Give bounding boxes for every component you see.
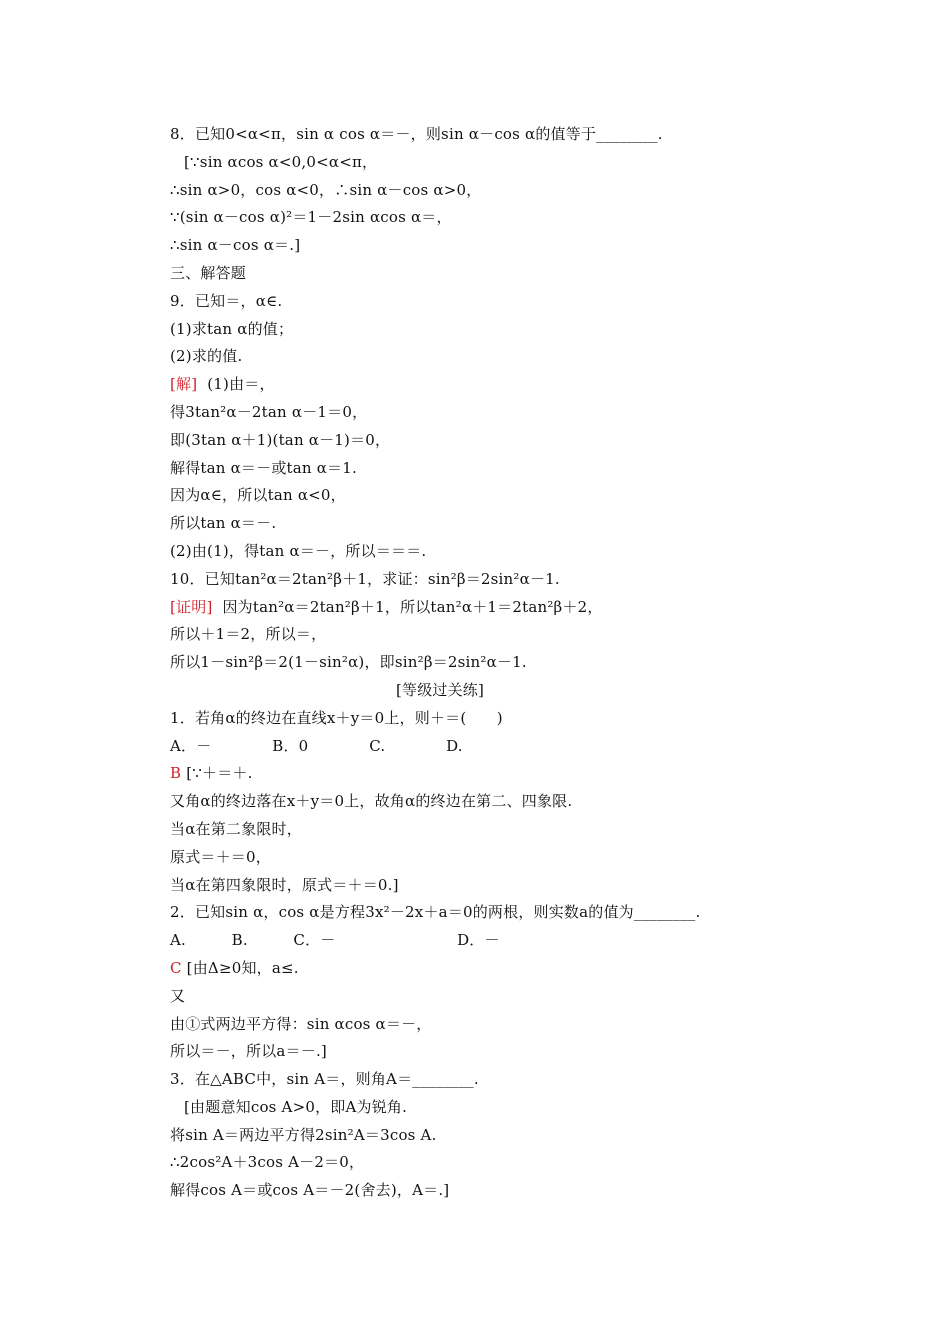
text-line bbox=[170, 594, 790, 622]
text-line bbox=[170, 177, 790, 205]
text-line bbox=[170, 1149, 790, 1177]
line-text: 所以tan α＝－. bbox=[170, 514, 277, 533]
line-text: 得3tan²α－2tan α－1＝0， bbox=[170, 402, 368, 421]
text-line bbox=[170, 538, 790, 566]
line-text: A．－ B．0 C. D. bbox=[170, 736, 463, 755]
text-line bbox=[170, 983, 790, 1011]
line-text: 原式＝＋＝0， bbox=[170, 847, 271, 866]
line-text: [由Δ≥0知，a≤. bbox=[181, 958, 299, 977]
text-line bbox=[170, 1011, 790, 1039]
text-line bbox=[170, 788, 790, 816]
line-text: (1)求tan α的值； bbox=[170, 319, 294, 338]
line-text: 所以＋1＝2，所以＝， bbox=[170, 625, 327, 644]
line-text: 解得cos A＝或cos A＝－2(舍去)，A＝.] bbox=[170, 1181, 450, 1200]
line-text: 解得tan α＝－或tan α＝1. bbox=[170, 458, 357, 477]
line-text: 所以1－sin²β＝2(1－sin²α)，即sin²β＝2sin²α－1. bbox=[170, 653, 527, 672]
text-line bbox=[170, 204, 790, 232]
text-line bbox=[170, 1094, 790, 1122]
text-line bbox=[170, 316, 790, 344]
text-line bbox=[170, 232, 790, 260]
line-text: 因为tan²α＝2tan²β＋1，所以tan²α＋1＝2tan²β＋2， bbox=[212, 597, 603, 616]
line-text: 三、解答题 bbox=[170, 263, 247, 282]
text-line bbox=[170, 149, 790, 177]
line-text: [∵＋＝＋. bbox=[181, 764, 253, 783]
line-text: 所以＝－，所以a＝－.] bbox=[170, 1042, 327, 1061]
text-line bbox=[170, 482, 790, 510]
text-line bbox=[170, 121, 790, 149]
line-text: 即(3tan α＋1)(tan α－1)＝0， bbox=[170, 430, 391, 449]
text-line bbox=[170, 1177, 790, 1205]
text-line bbox=[170, 816, 790, 844]
line-text: 当α在第四象限时，原式＝＋＝0.] bbox=[170, 875, 399, 894]
line-text: 由①式两边平方得：sin αcos α＝－， bbox=[170, 1014, 432, 1033]
text-line bbox=[170, 566, 790, 594]
text-line bbox=[170, 1066, 790, 1094]
text-line bbox=[170, 733, 790, 761]
line-text: 因为α∈，所以tan α<0， bbox=[170, 486, 346, 505]
text-line bbox=[170, 705, 790, 733]
text-line bbox=[170, 927, 790, 955]
text-line bbox=[170, 649, 790, 677]
line-text: [等级过关练] bbox=[395, 680, 485, 699]
text-line bbox=[170, 510, 790, 538]
text-line bbox=[170, 427, 790, 455]
line-text: 2．已知sin α，cos α是方程3x²－2x＋a＝0的两根，则实数a的值为________. bbox=[170, 903, 701, 922]
line-text: 9．已知＝，α∈. bbox=[170, 291, 283, 310]
text-line bbox=[170, 371, 790, 399]
line-text: 8．已知0<α<π，sin α cos α＝－，则sin α－cos α的值等于________. bbox=[170, 125, 663, 143]
text-line bbox=[170, 260, 790, 288]
line-text: 又 bbox=[170, 986, 186, 1005]
text-line bbox=[170, 343, 790, 371]
line-text: (2)由(1)，得tan α＝－，所以＝＝＝. bbox=[170, 541, 427, 560]
text-line bbox=[170, 1038, 790, 1066]
line-text: 又角α的终边落在x＋y＝0上，故角α的终边在第二、四象限. bbox=[170, 792, 573, 811]
line-text: 10．已知tan²α＝2tan²β＋1，求证：sin²β＝2sin²α－1. bbox=[170, 569, 560, 588]
text-line bbox=[170, 621, 790, 649]
text-line bbox=[170, 677, 790, 705]
line-text: 将sin A＝两边平方得2sin²A＝3cos A. bbox=[170, 1125, 437, 1144]
line-text: ∴2cos²A＋3cos A－2＝0， bbox=[170, 1153, 365, 1172]
document-page bbox=[170, 121, 790, 1205]
text-line bbox=[170, 760, 790, 788]
text-line bbox=[170, 955, 790, 983]
line-text: ∵(sin α－cos α)²＝1－2sin αcos α＝， bbox=[170, 208, 452, 227]
line-text: 1．若角α的终边在直线x＋y＝0上，则＋＝( ) bbox=[170, 708, 503, 727]
text-line bbox=[170, 899, 790, 927]
line-text: (2)求的值. bbox=[170, 347, 243, 366]
text-line bbox=[170, 844, 790, 872]
text-line bbox=[170, 1122, 790, 1150]
line-text: ∴sin α>0，cos α<0，∴sin α－cos α>0， bbox=[170, 180, 482, 199]
text-line bbox=[170, 872, 790, 900]
text-line bbox=[170, 399, 790, 427]
line-text: 当α在第二象限时， bbox=[170, 819, 302, 838]
answer-tag: B bbox=[170, 764, 182, 783]
answer-tag: [证明] bbox=[170, 597, 213, 616]
answer-tag: C bbox=[170, 958, 182, 977]
line-text: 3．在△ABC中，sin A＝，则角A＝________. bbox=[170, 1070, 479, 1089]
line-text: ∴sin α－cos α＝.] bbox=[170, 236, 301, 255]
line-text: A. B. C．－ D．－ bbox=[170, 931, 500, 950]
text-line bbox=[170, 455, 790, 483]
text-line bbox=[170, 288, 790, 316]
answer-tag: [解] bbox=[170, 375, 198, 394]
line-text: (1)由＝， bbox=[197, 375, 275, 394]
line-text: [∵sin αcos α<0,0<α<π， bbox=[184, 152, 378, 171]
line-text: [由题意知cos A>0，即A为锐角. bbox=[184, 1097, 408, 1116]
